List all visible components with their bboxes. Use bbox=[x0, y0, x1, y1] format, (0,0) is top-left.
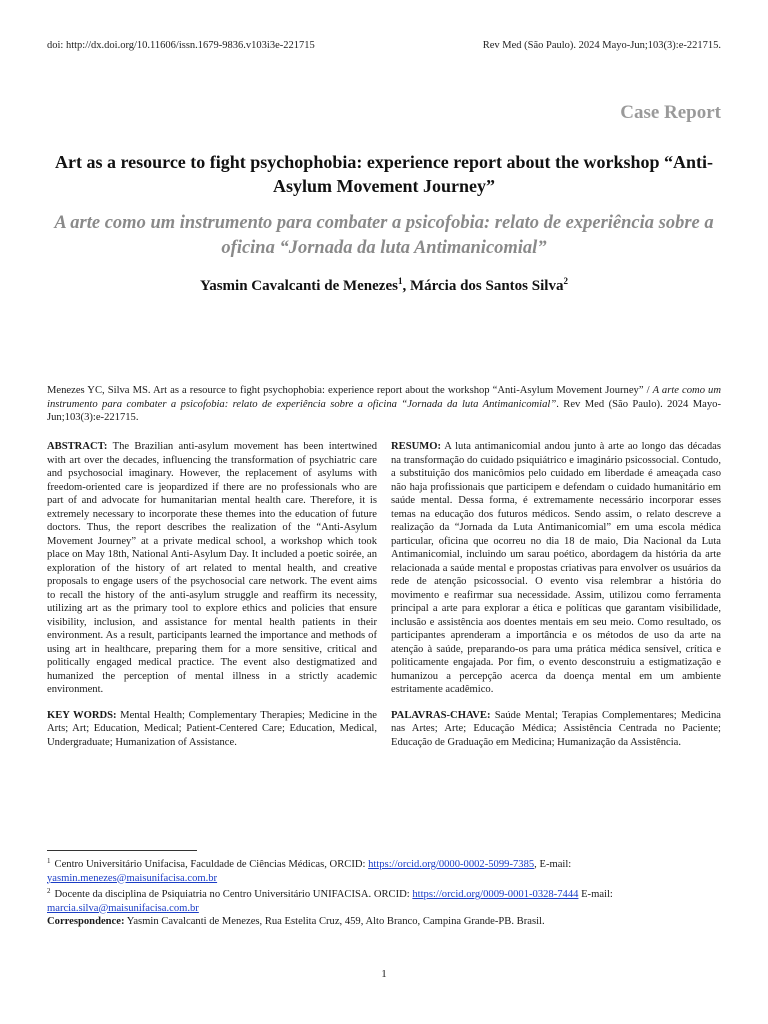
footnote-2 bbox=[47, 885, 721, 915]
footnote-1-email-label: , E-mail: bbox=[534, 859, 572, 870]
palavras-chave-text: Saúde Mental; Terapias Complementares; Medicina nas Artes; Arte; Educação Médica; Assistência Centrada no Paciente; Educação de Graduação em Medicina; Humanização da Assistência. bbox=[391, 709, 721, 748]
keywords-text: Mental Health; Complementary Therapies; Medicine in the Arts; Art; Education, Medical; Patient-Centered Care; Education, Medical, Undergraduate; Humanization of Assistance. bbox=[47, 709, 377, 748]
footnote-divider bbox=[47, 850, 197, 851]
footnote-1 bbox=[47, 855, 721, 885]
author-1-affiliation: 1 bbox=[397, 276, 403, 286]
english-abstract-column bbox=[47, 440, 377, 749]
author-1: Yasmin Cavalcanti de Menezes bbox=[200, 278, 398, 294]
abstract bbox=[47, 440, 377, 697]
correspondence-label: Correspondence: bbox=[47, 916, 125, 927]
doi-link[interactable]: doi: http://dx.doi.org/10.11606/issn.1679-9836.v103i3e-221715 bbox=[47, 40, 315, 51]
footnote-1-email-link[interactable]: yasmin.menezes@maisunifacisa.com.br bbox=[47, 872, 218, 884]
citation-prefix: Menezes YC, Silva MS. Art as a resource to fight psychophobia: experience report about the workshop “Anti-Asylum Movement Journey” / bbox=[47, 385, 653, 396]
resumo-label: RESUMO: bbox=[391, 441, 442, 452]
author-2-affiliation: 2 bbox=[563, 276, 568, 286]
footnote-2-text: Docente da disciplina de Psiquiatria no Centro Universitário UNIFACISA. ORCID: bbox=[54, 889, 413, 900]
footnote-1-orcid-link[interactable]: https://orcid.org/0000-0002-5099-7385 bbox=[368, 859, 535, 870]
palavras-chave-label: PALAVRAS-CHAVE: bbox=[391, 709, 491, 721]
title-english: Art as a resource to fight psychophobia: experience report about the workshop “Anti-Asylum Movement Journey” bbox=[55, 152, 713, 196]
author-2: Márcia dos Santos Silva bbox=[409, 278, 564, 294]
section-label: Case Report bbox=[620, 102, 721, 123]
correspondence bbox=[47, 915, 721, 929]
palavras-chave bbox=[391, 709, 721, 750]
title-portuguese: A arte como um instrumento para combater a psicofobia: relato de experiência sobre a oficina “Jornada da luta Antimanicomial” bbox=[54, 213, 714, 258]
footnotes bbox=[47, 855, 721, 929]
footnote-2-number: 2 bbox=[47, 887, 51, 895]
correspondence-text: Yasmin Cavalcanti de Menezes, Rua Estelita Cruz, 459, Alto Branco, Campina Grande-PB. Brasil. bbox=[124, 916, 545, 927]
resumo bbox=[391, 440, 721, 697]
footnote-2-email-label: E-mail: bbox=[578, 889, 613, 900]
abstract-text: The Brazilian anti-asylum movement has been intertwined with art over the decades, influencing the transformation of psychiatric care and psychosocial imaginary. However, the replacement of asylums with freedom-oriented care is jeopardized if there are no professionals who are part of and advocate for humanitarian mental health care. Therefore, it is extremely necessary to incorporate these themes into the education of future doctors. Thus, the report describes the realization of the “Anti-Asylum Movement Journey” at a private medical school, a workshop which took place on May 18th, National Anti-Asylum Day. It included a poetic soirée, an exploration of the history of art related to mental health, and creative proposals to engage users of the psychosocial care network. The event aims to recall the history of the anti-asylum struggle and reaffirm its necessity, utilizing art as the primary tool to explore ethics and policies that ensure visibility, inclusion, and assistance for mental health patients in their environment. As a result, participants learned the importance and methods of using art in healthcare, preparing them for a more sensitive, critical and politically engaged medical practice. The event also destigmatized and humanized the perception of mental illness in a strictly academic environment. bbox=[47, 441, 377, 695]
citation-italic-title: A arte como um instrumento para combater a psicofobia: relato de experiência sobre a oficina “Jornada da luta Antimanicomial” bbox=[47, 385, 721, 410]
how-to-cite bbox=[47, 384, 721, 425]
resumo-text: A luta antimanicomial andou junto à arte ao longo das décadas na transformação do cuidado psiquiátrico e imaginário psicossocial. Contudo, a substituição dos manicômios pelo cuidado em liberdade é ameaçada caso não haja profissionais que participem e defendam o cuidado humanitário em saúde mental. Dessa forma, é extremamente necessário incorporar esses temas na educação dos futuros médicos. Sendo assim, o relato descreve a realização da “Jornada da Luta Antimanicomial” em uma escola médica particular, oficina que ocorreu no dia 18 de maio, Dia Nacional da Luta Antimanicomial, incluindo um sarau poético, abordagem da história da arte relacionada a saúde mental e propostas criativas para envolver os usuários da rede de atenção psicossocial. O evento visa relembrar a história do movimento e reafirmar sua necessidade. Assim, utilizou como ferramenta principal a arte para explorar a ética e políticas que garantam visibilidade, inclusão e assistência aos doentes mentais em seu meio. Como resultado, os participantes aprenderam a importância e os métodos de uso da arte na atenção à saúde, preparando-os para uma prática médica sensível, crítica e politicamente engajada. Por fim, o evento desconstruiu a estigmatização e humanizou a percepção acerca da doença mental em um ambiente estritamente acadêmico. bbox=[391, 441, 721, 695]
keywords bbox=[47, 709, 377, 750]
footnote-1-number: 1 bbox=[47, 857, 51, 865]
author-list bbox=[47, 276, 721, 295]
journal-citation-header: Rev Med (São Paulo). 2024 Mayo-Jun;103(3):e-221715. bbox=[482, 40, 721, 51]
citation-suffix: . Rev Med (São Paulo). 2024 Mayo-Jun;103(3):e-221715. bbox=[47, 398, 721, 423]
portuguese-abstract-column bbox=[391, 440, 721, 749]
footnote-1-text: Centro Universitário Unifacisa, Faculdade de Ciências Médicas, ORCID: bbox=[54, 859, 369, 870]
footnote-2-orcid-link[interactable]: https://orcid.org/0009-0001-0328-7444 bbox=[412, 889, 579, 900]
abstract-label: ABSTRACT: bbox=[47, 441, 108, 452]
keywords-label: KEY WORDS: bbox=[47, 709, 117, 721]
author-separator: , bbox=[402, 278, 410, 294]
footnote-2-email-link[interactable]: marcia.silva@maisunifacisa.com.br bbox=[47, 902, 199, 914]
page-number: 1 bbox=[381, 968, 387, 980]
